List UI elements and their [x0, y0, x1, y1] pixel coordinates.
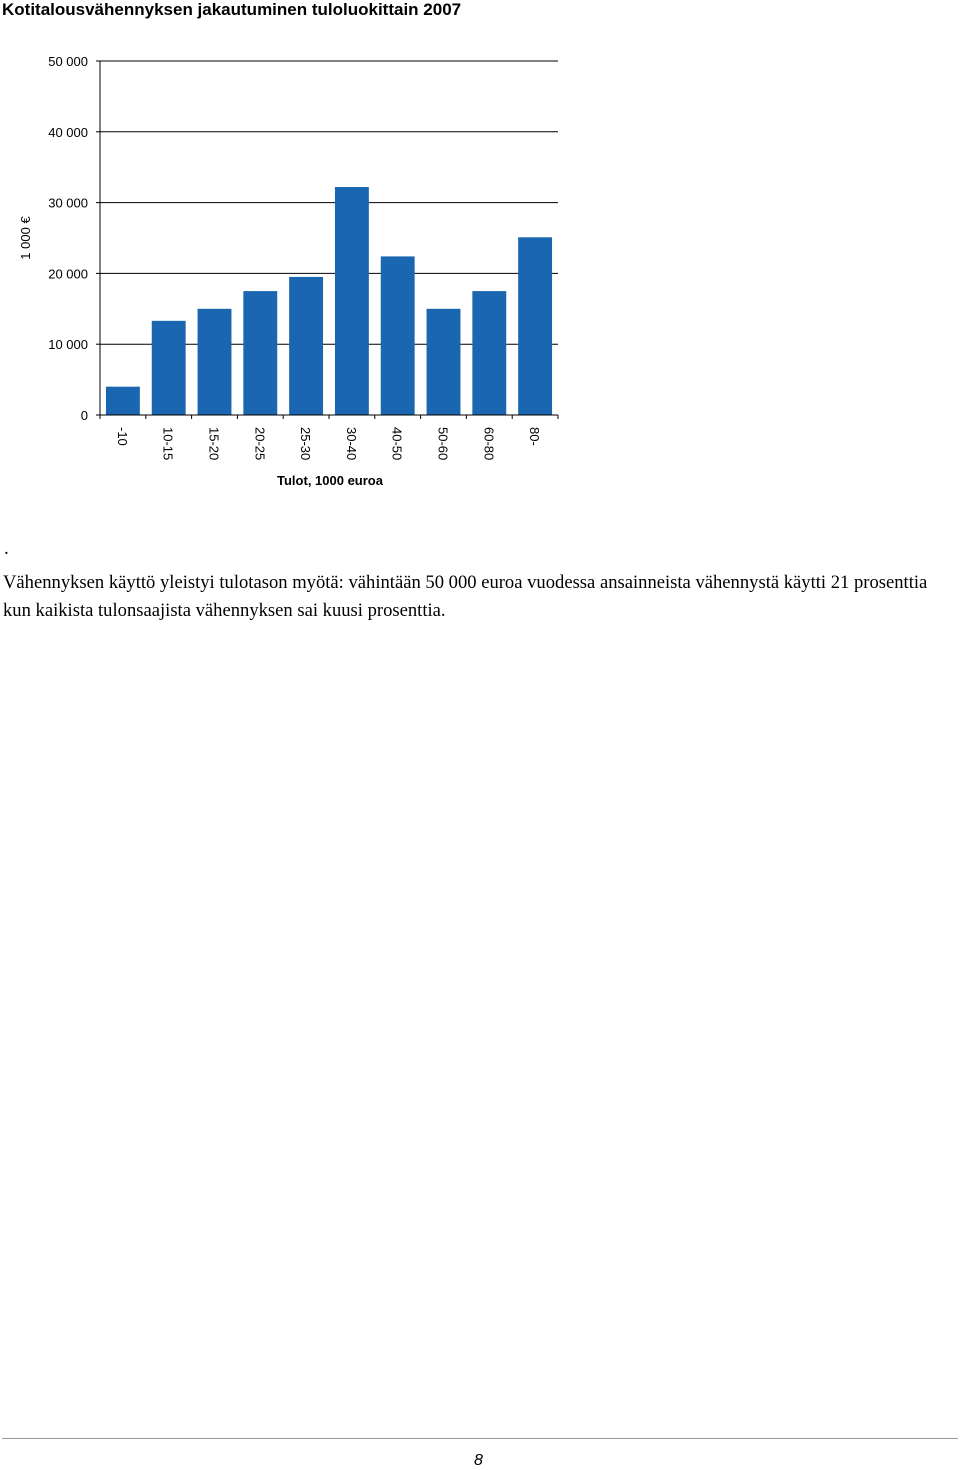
x-axis-label: Tulot, 1000 euroa: [277, 473, 383, 488]
bars: [106, 187, 552, 415]
y-axis-label: 1 000 €: [18, 216, 33, 260]
page-number: 8: [474, 1452, 483, 1469]
y-tick-label: 30 000: [48, 195, 88, 211]
y-tick-label: 0: [80, 408, 88, 423]
x-tick-label: 10-15: [160, 427, 176, 461]
footer-divider: [2, 1438, 958, 1439]
x-tick-label: 25-30: [298, 427, 314, 461]
separator-dot: .: [4, 538, 9, 559]
x-tick-label: 80-: [527, 427, 543, 446]
y-tick-label: 20 000: [48, 266, 88, 282]
x-tick-label: 60-80: [481, 427, 497, 461]
bar-50-60: [427, 309, 461, 415]
bar-20-25: [243, 291, 277, 415]
bar-25-30: [289, 277, 323, 415]
bar-40-50: [381, 256, 415, 415]
x-tick-label: 50-60: [435, 427, 451, 461]
y-tick-label: 40 000: [48, 124, 88, 140]
body-paragraph: Vähennyksen käyttö yleistyi tulotason myötä: vähintään 50 000 euroa vuodessa ansainneista vähennystä käytti 21 prosenttia kun kaikista tulonsaajista vähennyksen sai kuusi prosenttia.: [3, 572, 928, 621]
page-title: Kotitalousvähennyksen jakautuminen tuloluokittain 2007: [2, 0, 462, 19]
y-tick-label: 10 000: [48, 337, 88, 353]
bar--10: [106, 387, 140, 415]
y-axis-ticks: [48, 54, 100, 423]
bar-60-80: [472, 291, 506, 415]
x-tick-label: 40-50: [389, 427, 405, 461]
x-axis-ticks: [100, 415, 558, 460]
bar-30-40: [335, 187, 369, 415]
bar-80-: [518, 237, 552, 415]
bar-15-20: [198, 309, 232, 415]
bar-10-15: [152, 321, 186, 415]
y-tick-label: 50 000: [48, 54, 88, 69]
x-tick-label: 20-25: [252, 427, 268, 461]
bar-chart: [0, 0, 600, 500]
x-tick-label: 30-40: [343, 427, 359, 461]
x-tick-label: -10: [114, 427, 130, 446]
x-tick-label: 15-20: [206, 427, 222, 461]
